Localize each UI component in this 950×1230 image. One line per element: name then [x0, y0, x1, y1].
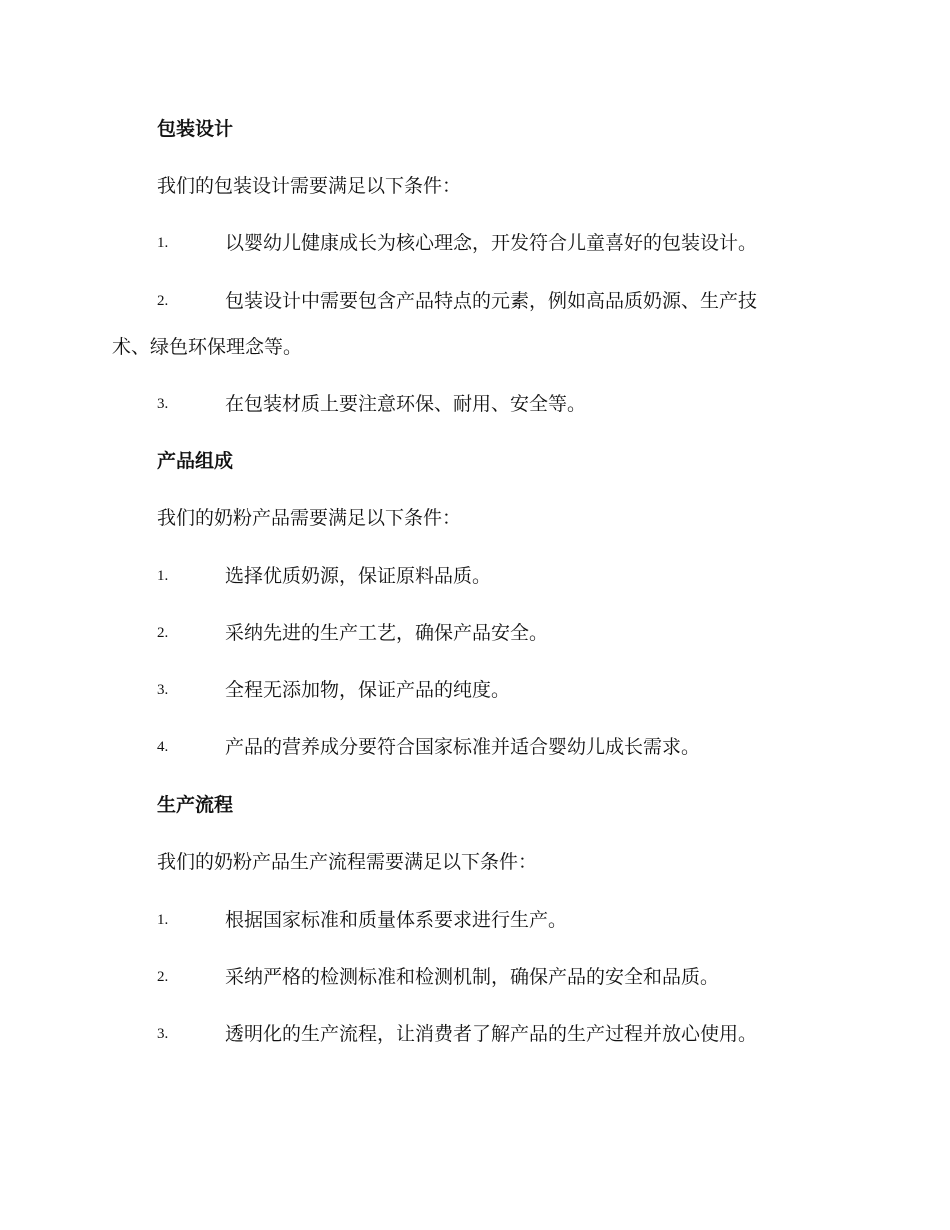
list-number: 4.: [157, 739, 169, 755]
list-text: 根据国家标准和质量体系要求进行生产。: [225, 909, 568, 931]
list-text: 选择优质奶源，保证原料品质。: [225, 565, 492, 587]
list-text: 包装设计中需要包含产品特点的元素，例如高品质奶源、生产技: [225, 290, 758, 312]
list-number: 2.: [157, 293, 169, 309]
list-number: 1.: [157, 568, 169, 584]
list-text: 采纳严格的检测标准和检测机制，确保产品的安全和品质。: [225, 966, 720, 988]
list-text: 在包装材质上要注意环保、耐用、安全等。: [225, 393, 587, 415]
section-intro: 我们的奶粉产品需要满足以下条件：: [157, 507, 462, 529]
list-text-continuation: 术、绿色环保理念等。: [112, 336, 303, 358]
section-heading: 生产流程: [157, 794, 234, 816]
list-number: 3.: [157, 396, 169, 412]
section-heading: 包装设计: [157, 118, 234, 140]
list-text: 全程无添加物，保证产品的纯度。: [225, 679, 511, 701]
list-number: 3.: [157, 1026, 169, 1042]
list-text: 透明化的生产流程，让消费者了解产品的生产过程并放心使用。: [225, 1023, 758, 1045]
section-intro: 我们的奶粉产品生产流程需要满足以下条件：: [157, 851, 538, 873]
list-number: 1.: [157, 235, 169, 251]
section-intro: 我们的包装设计需要满足以下条件：: [157, 175, 462, 197]
list-text: 以婴幼儿健康成长为核心理念，开发符合儿童喜好的包装设计。: [225, 232, 758, 254]
list-number: 3.: [157, 682, 169, 698]
list-text: 采纳先进的生产工艺，确保产品安全。: [225, 622, 549, 644]
list-number: 2.: [157, 625, 169, 641]
list-number: 2.: [157, 969, 169, 985]
section-heading: 产品组成: [157, 450, 234, 472]
list-number: 1.: [157, 912, 169, 928]
list-text: 产品的营养成分要符合国家标准并适合婴幼儿成长需求。: [225, 736, 701, 758]
